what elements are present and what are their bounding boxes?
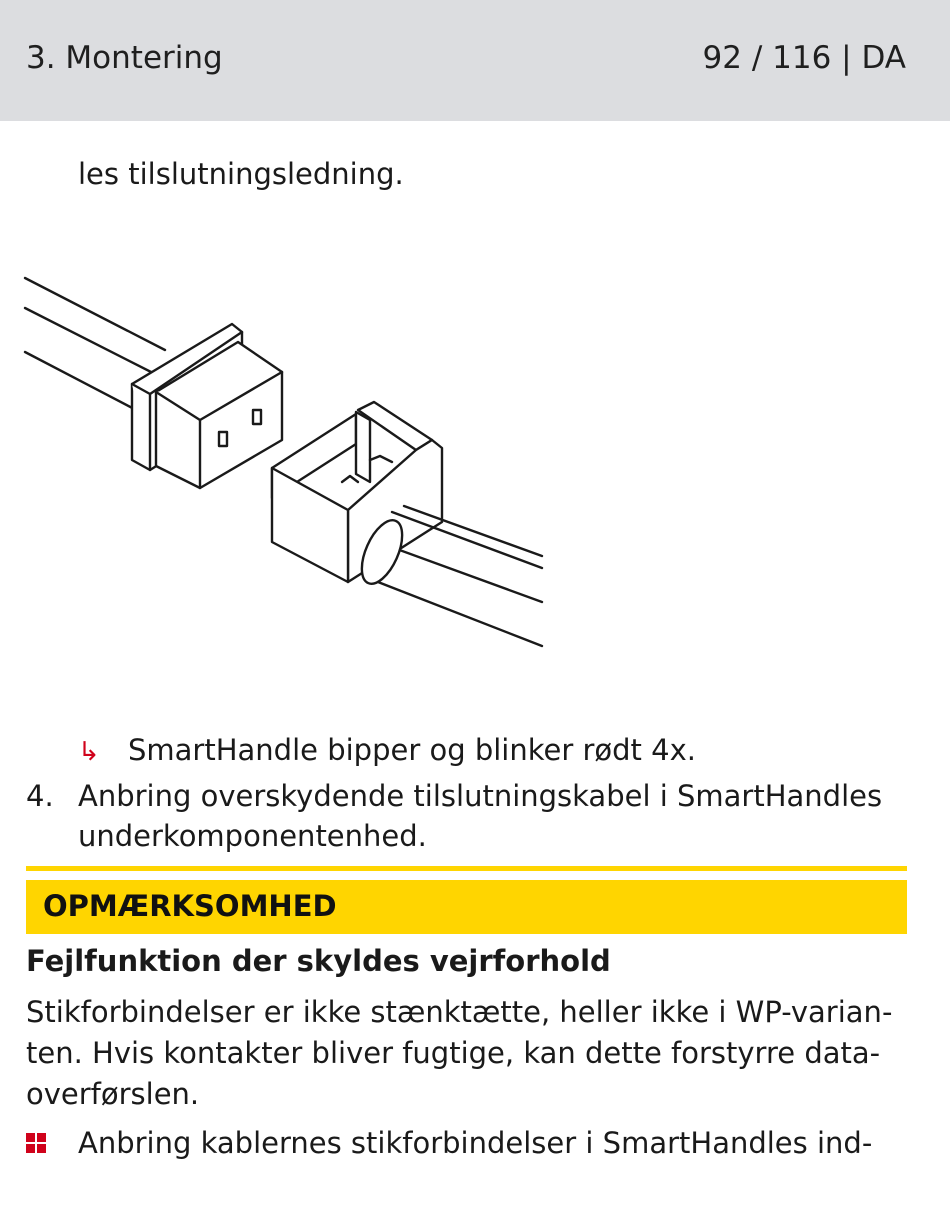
action-text: Anbring kablernes stikforbindelser i SmartHandles ind- (78, 1126, 873, 1160)
action-grid-icon (26, 1133, 48, 1155)
step-text-line: Anbring overskydende tilslutningskabel i SmartHandles (78, 779, 883, 813)
page-header (0, 0, 950, 121)
notice-body (26, 992, 916, 1115)
page-number: 92 / 116 | DA (702, 40, 906, 76)
result-arrow-icon: ↳ (78, 737, 100, 767)
notice-body-line: overførslen. (26, 1077, 200, 1111)
result-text: SmartHandle bipper og blinker rødt 4x. (128, 733, 696, 767)
section-title: 3. Montering (26, 40, 223, 76)
connector-illustration (20, 262, 560, 662)
step-text (78, 776, 908, 856)
notice-heading: Fejlfunktion der skyldes vejrforhold (26, 944, 611, 978)
notice-body-line: Stikforbindelser er ikke stænktætte, heller ikke i WP-varian- (26, 995, 893, 1029)
notice-rule (26, 866, 907, 871)
step-text-line: underkomponentenhed. (78, 819, 427, 853)
notice-label: OPMÆRKSOMHED (43, 889, 337, 923)
action-item (26, 1126, 872, 1160)
continued-text: les tilslutningsledning. (78, 157, 404, 191)
notice-body-line: ten. Hvis kontakter bliver fugtige, kan dette forstyrre data- (26, 1036, 881, 1070)
result-line (78, 733, 696, 767)
notice-banner (26, 880, 907, 934)
step-number: 4. (26, 779, 54, 813)
